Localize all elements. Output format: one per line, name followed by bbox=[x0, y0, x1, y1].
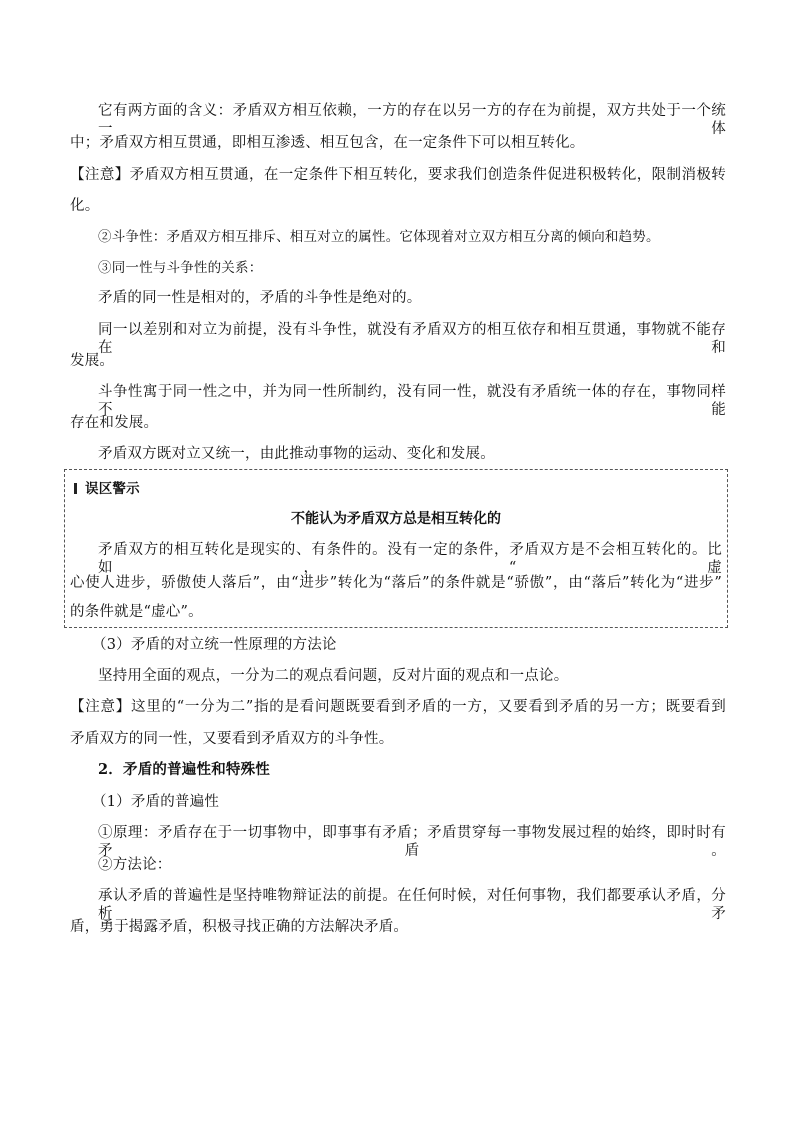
relation-paragraph-3-line2: 存在和发展。 bbox=[70, 415, 159, 431]
struggle-definition: ②斗争性：矛盾双方相互排斥、相互对立的属性。它体现着对立双方相互分离的倾向和趋势。 bbox=[98, 229, 660, 245]
note1-line2: 化。 bbox=[70, 198, 100, 214]
para1-line1: 它有两方面的含义：矛盾双方相互依赖，一方的存在以另一方的存在为前提，双方共处于一个统一体 bbox=[98, 103, 726, 137]
para1-line2: 中；矛盾双方相互贯通，即相互渗透、相互包含，在一定条件下可以相互转化。 bbox=[70, 135, 585, 151]
warning-line2: 心使人进步，骄傲使人落后”，由“进步”转化为“落后”的条件就是“骄傲”，由“落后”转化为“进步” bbox=[70, 575, 722, 591]
note2-line1: 【注意】这里的“一分为二”指的是看问题既要看到矛盾的一方，又要看到矛盾的另一方；既要看到 bbox=[70, 699, 726, 715]
warning-marker bbox=[74, 483, 77, 494]
warning-label-text: 误区警示 bbox=[85, 481, 140, 497]
section2-heading: 2．矛盾的普遍性和特殊性 bbox=[98, 761, 270, 778]
method-heading: （3）矛盾的对立统一性原理的方法论 bbox=[92, 637, 337, 653]
relation-paragraph-3-line1: 斗争性寓于同一性之中，并为同一性所制约，没有同一性，就没有矛盾统一体的存在，事物同样不能 bbox=[98, 384, 726, 418]
principle: ①原理：矛盾存在于一切事物中，即事事有矛盾；矛盾贯穿每一事物发展过程的始终，即时时有矛盾。 bbox=[98, 825, 726, 859]
note2-line2: 矛盾双方的同一性，又要看到矛盾双方的斗争性。 bbox=[70, 731, 394, 747]
methodology-line2: 盾，勇于揭露矛盾，积极寻找正确的方法解决矛盾。 bbox=[70, 919, 409, 935]
warning-line1: 矛盾双方的相互转化是现实的、有条件的。没有一定的条件，矛盾双方是不会相互转化的。比如，“虚 bbox=[98, 542, 722, 576]
relation-paragraph-1: 矛盾的同一性是相对的，矛盾的斗争性是绝对的。 bbox=[98, 290, 422, 306]
methodology-heading: ②方法论： bbox=[98, 857, 172, 873]
warning-label bbox=[74, 480, 140, 498]
warning-line3: 的条件就是“虚心”。 bbox=[70, 604, 203, 620]
sub1-heading: （1）矛盾的普遍性 bbox=[92, 794, 220, 810]
relation-heading: ③同一性与斗争性的关系： bbox=[98, 260, 263, 276]
warning-title: 不能认为矛盾双方总是相互转化的 bbox=[291, 511, 501, 527]
method-paragraph: 坚持用全面的观点，一分为二的观点看问题，反对片面的观点和一点论。 bbox=[98, 668, 569, 684]
relation-paragraph-4: 矛盾双方既对立又统一，由此推动事物的运动、变化和发展。 bbox=[98, 446, 495, 462]
relation-paragraph-2-line2: 发展。 bbox=[70, 353, 115, 369]
methodology-line1: 承认矛盾的普遍性是坚持唯物辩证法的前提。在任何时候，对任何事物，我们都要承认矛盾，分析矛 bbox=[98, 888, 726, 922]
note1-line1: 【注意】矛盾双方相互贯通，在一定条件下相互转化，要求我们创造条件促进积极转化，限制消极转 bbox=[70, 167, 726, 183]
relation-paragraph-2-line1: 同一以差别和对立为前提，没有斗争性，就没有矛盾双方的相互依存和相互贯通，事物就不能存在和 bbox=[98, 322, 726, 356]
